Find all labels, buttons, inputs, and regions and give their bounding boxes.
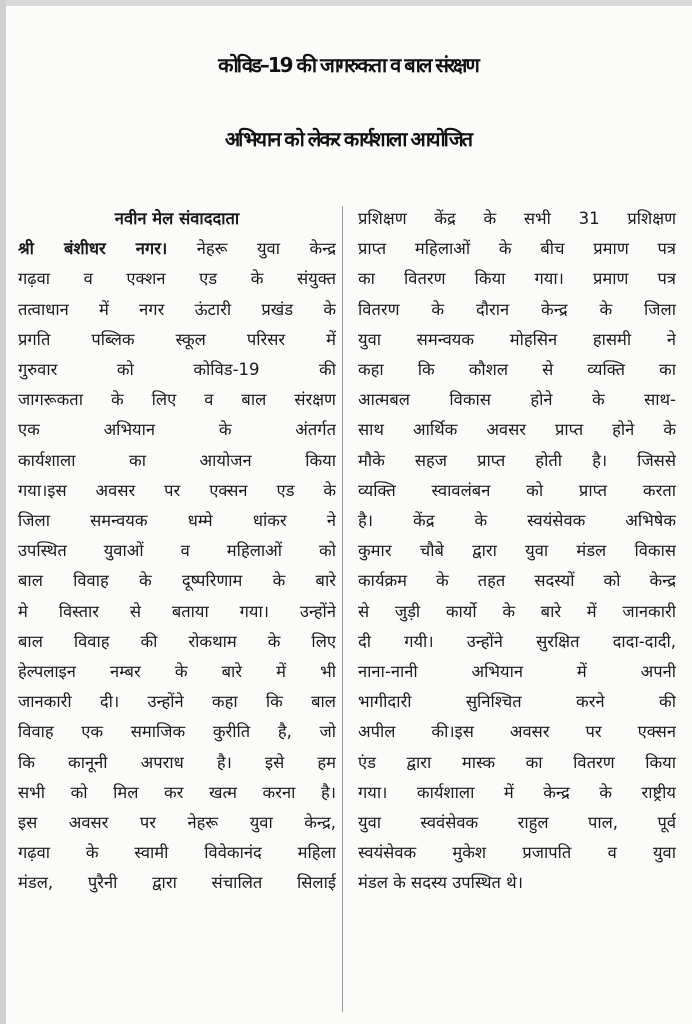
right-line-12: कार्यक्रम के तहत सदस्यों को केन्द्र bbox=[358, 571, 676, 591]
right-line-13: से जुड़ी कार्यो के बारे में जानकारी bbox=[358, 601, 676, 621]
right-line-5: कहा कि कौशल से व्यक्ति का bbox=[358, 360, 676, 380]
headline bbox=[14, 28, 682, 176]
left-line-15: जानकारी दी। उन्होंने कहा कि बाल bbox=[18, 692, 336, 712]
right-line-18: एंड द्वारा मास्क का वितरण किया bbox=[358, 752, 676, 772]
left-line-21: मंडल, पुरैनी द्वारा संचालित सिलाई bbox=[18, 873, 336, 893]
right-line-0: प्रशिक्षण केंद्र के सभी 31 प्रशिक्षण bbox=[358, 209, 676, 228]
headline-line-2: अभियान को लेकर कार्यशाला आयोजित bbox=[224, 127, 472, 151]
right-line-14: दी गयी। उन्होंने सुरक्षित दादा-दादी, bbox=[358, 631, 676, 651]
left-line-12: मे विस्तार से बताया गया। उन्होंने bbox=[18, 601, 336, 621]
article-column-right bbox=[358, 204, 676, 899]
scan-edge-left bbox=[0, 0, 6, 1024]
left-line-3: प्रगति पब्लिक स्कूल परिसर में bbox=[18, 329, 336, 349]
right-line-1: प्राप्त महिलाओं के बीच प्रमाण पत्र bbox=[358, 239, 676, 259]
left-line-16: विवाह एक समाजिक कुरीति है, जो bbox=[18, 722, 336, 742]
column-divider bbox=[342, 206, 343, 1012]
right-line-16: भागीदारी सुनिश्चित करने की bbox=[358, 692, 676, 712]
right-line-19: गया। कार्यशाला में केन्द्र के राष्ट्रीय bbox=[358, 782, 676, 802]
left-line-5: जागरूकता के लिए व बाल संरक्षण bbox=[18, 390, 336, 410]
left-line-9: जिला समन्वयक धम्मे धांकर ने bbox=[18, 511, 336, 531]
left-line-19: इस अवसर पर नेहरू युवा केन्द्र, bbox=[18, 813, 336, 833]
left-line-10: उपस्थित युवाओं व महिलाओं को bbox=[18, 541, 336, 561]
right-line-11: कुमार चौबे द्वारा युवा मंडल विकास bbox=[358, 541, 676, 561]
right-line-17: अपील की।इस अवसर पर एक्सन bbox=[358, 722, 676, 742]
right-line-7: साथ आर्थिक अवसर प्राप्त होने के bbox=[358, 420, 676, 440]
left-line-8: गया।इस अवसर पर एक्सन एड के bbox=[18, 480, 336, 500]
dateline-place: श्री बंशीधर नगर। bbox=[18, 239, 168, 259]
right-line-21: स्वयंसेवक मुकेश प्रजापति व युवा bbox=[358, 843, 676, 863]
left-line-7: कार्यशाला का आयोजन किया bbox=[18, 450, 336, 470]
right-line-6: आत्मबल विकास होने के साथ- bbox=[358, 390, 676, 410]
right-line-15: नाना-नानी अभियान में अपनी bbox=[358, 662, 676, 682]
left-line-6: एक अभियान के अंतर्गत bbox=[18, 420, 336, 440]
right-line-3: वितरण के दौरान केन्द्र के जिला bbox=[358, 299, 676, 319]
right-line-2: का वितरण किया गया। प्रमाण पत्र bbox=[358, 269, 676, 289]
headline-line-1: कोविड–19 की जागरुकता व बाल संरक्षण bbox=[218, 53, 478, 77]
byline: नवीन मेल संवाददाता bbox=[114, 209, 240, 228]
left-line-13: बाल विवाह की रोकथाम के लिए bbox=[18, 631, 336, 651]
left-line-14: हेल्पलाइन नम्बर के बारे में भी bbox=[18, 662, 336, 682]
scan-edge-top bbox=[0, 0, 692, 6]
left-line-0: नेहरू युवा केन्द्र bbox=[167, 239, 336, 259]
left-line-20: गढ़वा के स्वामी विवेकानंद महिला bbox=[18, 843, 336, 863]
left-line-2: तत्वाधान में नगर ऊंटारी प्रखंड के bbox=[18, 299, 336, 319]
right-line-20: युवा स्ववंसेवक राहुल पाल, पूर्व bbox=[358, 813, 676, 833]
left-line-1: गढ़वा व एक्शन एड के संयुक्त bbox=[18, 269, 336, 289]
article-column-left bbox=[18, 204, 336, 899]
left-line-11: बाल विवाह के दूष्परिणाम के बारे bbox=[18, 571, 336, 591]
left-line-18: सभी को मिल कर खत्म करना है। bbox=[18, 782, 336, 802]
left-line-4: गुरुवार को कोविड-19 की bbox=[18, 360, 336, 380]
right-line-8: मौके सहज प्राप्त होती है। जिससे bbox=[358, 450, 676, 470]
right-line-9: व्यक्ति स्वावलंबन को प्राप्त करता bbox=[358, 480, 676, 500]
right-line-22: मंडल के सदस्य उपस्थित थे। bbox=[358, 873, 523, 893]
left-line-17: कि कानूनी अपराध है। इसे हम bbox=[18, 752, 336, 772]
right-line-4: युवा समन्वयक मोहसिन हासमी ने bbox=[358, 329, 676, 349]
right-line-10: है। केंद्र के स्वयंसेवक अभिषेक bbox=[358, 511, 676, 531]
dateline-line bbox=[18, 234, 336, 264]
